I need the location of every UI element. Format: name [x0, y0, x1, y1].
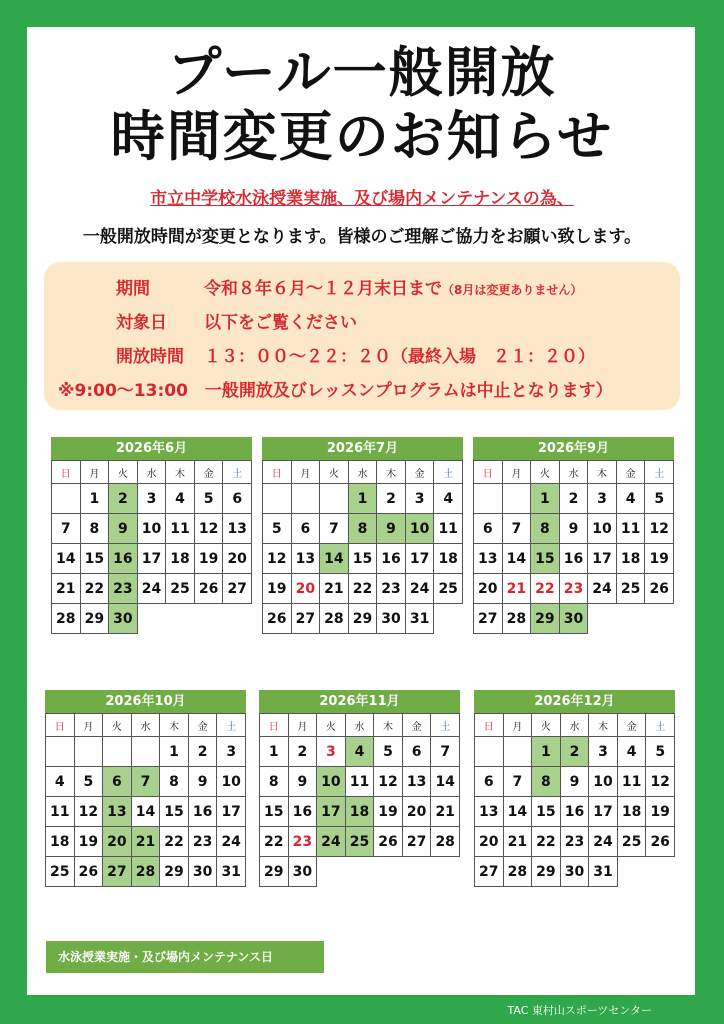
calendar-empty-cell	[46, 737, 75, 767]
calendar-day: 17	[217, 797, 246, 827]
weekday-header: 金	[188, 714, 217, 737]
calendar-day: 24	[217, 827, 246, 857]
weekday-header: 木	[589, 714, 618, 737]
calendar-day: 19	[374, 797, 403, 827]
calendar-day: 19	[194, 544, 223, 574]
calendar-day: 6	[402, 737, 431, 767]
calendar-empty-cell	[434, 604, 463, 634]
calendar-empty-cell	[74, 737, 103, 767]
info-box	[44, 262, 680, 410]
weekday-header: 月	[74, 714, 103, 737]
calendar-day: 11	[616, 514, 645, 544]
calendar-day: 28	[52, 604, 81, 634]
weekday-header: 金	[194, 461, 223, 484]
calendar-day: 29	[80, 604, 109, 634]
weekday-header: 月	[503, 714, 532, 737]
title-line-2: 時間変更のお知らせ	[110, 105, 614, 168]
weekday-header: 月	[291, 461, 320, 484]
calendar-day: 23	[560, 827, 589, 857]
calendar-day: 13	[474, 544, 503, 574]
weekday-header: 水	[137, 461, 166, 484]
calendar-day: 3	[137, 484, 166, 514]
calendar-month-title: 2026年6月	[51, 437, 252, 460]
calendar-day: 7	[52, 514, 81, 544]
calendar-day: 16	[559, 544, 588, 574]
calendar-day: 20	[103, 827, 132, 857]
weekday-header: 金	[616, 461, 645, 484]
calendar-day: 30	[288, 857, 317, 887]
calendar-empty-cell	[345, 857, 374, 887]
calendar-day: 1	[160, 737, 189, 767]
calendar-empty-cell	[431, 857, 460, 887]
calendar-day: 12	[263, 544, 292, 574]
calendar	[262, 437, 463, 634]
calendar-day: 18	[166, 544, 195, 574]
calendar-day: 27	[103, 857, 132, 887]
weekday-header: 木	[160, 714, 189, 737]
calendar-day: 10	[405, 514, 434, 544]
calendar-day: 17	[137, 544, 166, 574]
notice-reason: 市立中学校水泳授業実施、及び場内メンテナンスの為、	[150, 189, 574, 209]
calendar-month-title: 2026年9月	[473, 437, 674, 460]
calendar-day: 10	[588, 514, 617, 544]
calendar-day: 21	[503, 827, 532, 857]
weekday-header: 水	[348, 461, 377, 484]
calendar-day: 30	[377, 604, 406, 634]
calendar-day: 17	[405, 544, 434, 574]
weekday-header: 日	[260, 714, 289, 737]
calendar-day: 25	[345, 827, 374, 857]
calendar-empty-cell	[503, 737, 532, 767]
calendar-day: 23	[188, 827, 217, 857]
calendar-day: 10	[217, 767, 246, 797]
calendar-day: 12	[645, 514, 674, 544]
weekday-header: 水	[559, 461, 588, 484]
weekday-header: 月	[502, 461, 531, 484]
calendar-day: 20	[475, 827, 504, 857]
calendar-day: 20	[291, 574, 320, 604]
calendar-day: 14	[320, 544, 349, 574]
calendar-day: 20	[402, 797, 431, 827]
calendar-day: 16	[288, 797, 317, 827]
weekday-header: 土	[646, 714, 675, 737]
calendar-day: 18	[617, 797, 646, 827]
calendar-day: 26	[263, 604, 292, 634]
calendar-empty-cell	[194, 604, 223, 634]
calendar-empty-cell	[52, 484, 81, 514]
calendar-day: 29	[260, 857, 289, 887]
calendar-day: 17	[317, 797, 346, 827]
calendar-day: 18	[616, 544, 645, 574]
calendar-day: 5	[263, 514, 292, 544]
weekday-header: 日	[52, 461, 81, 484]
calendar-day: 21	[52, 574, 81, 604]
weekday-header: 火	[317, 714, 346, 737]
calendar-day: 3	[588, 484, 617, 514]
weekday-header: 日	[46, 714, 75, 737]
calendar-day: 7	[131, 767, 160, 797]
calendar-empty-cell	[616, 604, 645, 634]
calendar-day: 5	[645, 484, 674, 514]
calendar-day: 23	[377, 574, 406, 604]
calendar-day: 8	[80, 514, 109, 544]
calendar-day: 28	[131, 857, 160, 887]
calendar-day: 7	[431, 737, 460, 767]
calendar-day: 25	[46, 857, 75, 887]
calendar-day: 11	[166, 514, 195, 544]
weekday-header: 土	[431, 714, 460, 737]
calendar-day: 25	[616, 574, 645, 604]
calendar-day: 9	[288, 767, 317, 797]
calendar-day: 20	[223, 544, 252, 574]
calendar-empty-cell	[263, 484, 292, 514]
calendar-day: 17	[589, 797, 618, 827]
weekday-header: 火	[109, 461, 138, 484]
calendar-day: 4	[434, 484, 463, 514]
weekday-header: 日	[475, 714, 504, 737]
calendar-day: 2	[288, 737, 317, 767]
calendar-day: 15	[260, 797, 289, 827]
weekday-header: 土	[223, 461, 252, 484]
calendar-day: 31	[589, 857, 618, 887]
calendar-day: 12	[374, 767, 403, 797]
calendar-day: 27	[402, 827, 431, 857]
calendar-empty-cell	[588, 604, 617, 634]
calendar-day: 27	[474, 604, 503, 634]
calendar	[45, 690, 246, 887]
calendar-day: 4	[166, 484, 195, 514]
calendar-day: 24	[588, 574, 617, 604]
hours-value: １３：００～２２：２０（最終入場 ２１：２０）	[204, 347, 595, 367]
calendar-day: 23	[559, 574, 588, 604]
target-label: 対象日	[116, 313, 167, 333]
calendar-day: 23	[288, 827, 317, 857]
weekday-header: 木	[588, 461, 617, 484]
calendar-day: 19	[646, 797, 675, 827]
calendar-day: 18	[46, 827, 75, 857]
calendar-day: 27	[223, 574, 252, 604]
calendar-day: 6	[475, 767, 504, 797]
calendar-day: 15	[160, 797, 189, 827]
calendar-day: 8	[348, 514, 377, 544]
calendar-day: 22	[531, 574, 560, 604]
calendar-day: 29	[532, 857, 561, 887]
calendar-empty-cell	[166, 604, 195, 634]
calendar-empty-cell	[291, 484, 320, 514]
calendar-day: 1	[532, 737, 561, 767]
weekday-header: 土	[217, 714, 246, 737]
calendar-day: 26	[646, 827, 675, 857]
calendar-day: 11	[434, 514, 463, 544]
calendar-day: 6	[103, 767, 132, 797]
calendar-day: 29	[531, 604, 560, 634]
calendar-day: 8	[531, 514, 560, 544]
weekday-header: 金	[617, 714, 646, 737]
calendar-day: 28	[502, 604, 531, 634]
calendar-day: 3	[317, 737, 346, 767]
calendar-day: 5	[374, 737, 403, 767]
calendar-day: 6	[223, 484, 252, 514]
calendar-day: 21	[131, 827, 160, 857]
weekday-header: 水	[345, 714, 374, 737]
weekday-header: 金	[405, 461, 434, 484]
weekday-header: 木	[377, 461, 406, 484]
calendar-day: 22	[532, 827, 561, 857]
calendar-day: 14	[131, 797, 160, 827]
calendar-day: 19	[74, 827, 103, 857]
calendar-day: 17	[588, 544, 617, 574]
calendar-day: 13	[402, 767, 431, 797]
calendar-day: 9	[377, 514, 406, 544]
calendar-day: 19	[263, 574, 292, 604]
calendar-day: 3	[589, 737, 618, 767]
calendar	[259, 690, 460, 887]
weekday-header: 水	[560, 714, 589, 737]
calendar-day: 8	[532, 767, 561, 797]
calendar-day: 13	[291, 544, 320, 574]
calendar-day: 10	[589, 767, 618, 797]
weekday-header: 火	[531, 461, 560, 484]
calendar-day: 29	[348, 604, 377, 634]
weekday-header: 火	[532, 714, 561, 737]
calendar-day: 2	[560, 737, 589, 767]
calendar-day: 3	[405, 484, 434, 514]
weekday-header: 日	[263, 461, 292, 484]
calendar-month-title: 2026年12月	[474, 690, 675, 713]
weekday-header: 月	[288, 714, 317, 737]
calendar-day: 24	[317, 827, 346, 857]
calendar-day: 9	[560, 767, 589, 797]
calendar-day: 13	[103, 797, 132, 827]
calendar-day: 21	[431, 797, 460, 827]
weekday-header: 土	[434, 461, 463, 484]
calendar-day: 23	[109, 574, 138, 604]
calendar-empty-cell	[320, 484, 349, 514]
calendar-empty-cell	[137, 604, 166, 634]
calendar-day: 27	[291, 604, 320, 634]
calendar-empty-cell	[475, 737, 504, 767]
calendar-day: 14	[502, 544, 531, 574]
calendar-day: 2	[377, 484, 406, 514]
calendar-day: 2	[109, 484, 138, 514]
hours-label: 開放時間	[116, 347, 184, 367]
calendar-day: 9	[559, 514, 588, 544]
calendar-day: 21	[502, 574, 531, 604]
calendar-day: 22	[348, 574, 377, 604]
calendar-day: 3	[217, 737, 246, 767]
calendar-day: 11	[617, 767, 646, 797]
calendar-empty-cell	[131, 737, 160, 767]
weekday-header: 木	[166, 461, 195, 484]
calendar-day: 12	[194, 514, 223, 544]
calendar-day: 20	[474, 574, 503, 604]
calendar-day: 30	[560, 857, 589, 887]
calendar-day: 14	[431, 767, 460, 797]
calendar-day: 22	[260, 827, 289, 857]
calendar	[474, 690, 675, 887]
calendar-empty-cell	[374, 857, 403, 887]
period-note: （8月は変更ありません）	[442, 283, 583, 297]
calendar-empty-cell	[402, 857, 431, 887]
calendar-day: 15	[348, 544, 377, 574]
calendar-day: 4	[616, 484, 645, 514]
calendar	[473, 437, 674, 634]
target-value: 以下をご覧ください	[204, 313, 357, 333]
calendar-day: 2	[559, 484, 588, 514]
calendar-day: 7	[503, 767, 532, 797]
calendar-day: 15	[532, 797, 561, 827]
calendar-day: 27	[475, 857, 504, 887]
calendar-day: 28	[431, 827, 460, 857]
legend: 水泳授業実施・及び場内メンテナンス日	[46, 941, 324, 973]
weekday-header: 火	[320, 461, 349, 484]
weekday-header: 土	[645, 461, 674, 484]
period-label: 期間	[116, 279, 150, 299]
calendar-month-title: 2026年10月	[45, 690, 246, 713]
calendar-day: 5	[646, 737, 675, 767]
calendar-day: 26	[194, 574, 223, 604]
calendar-day: 7	[502, 514, 531, 544]
calendar-day: 30	[188, 857, 217, 887]
calendar-day: 19	[645, 544, 674, 574]
calendar-day: 31	[405, 604, 434, 634]
calendar-day: 1	[348, 484, 377, 514]
calendar-day: 28	[503, 857, 532, 887]
calendar-day: 4	[46, 767, 75, 797]
calendar-day: 16	[109, 544, 138, 574]
calendar-day: 18	[345, 797, 374, 827]
calendar-day: 24	[137, 574, 166, 604]
weekday-header: 月	[80, 461, 109, 484]
calendar-day: 29	[160, 857, 189, 887]
calendar-day: 30	[109, 604, 138, 634]
calendar-day: 8	[160, 767, 189, 797]
calendar	[51, 437, 252, 634]
weekday-header: 木	[374, 714, 403, 737]
calendar-day: 28	[320, 604, 349, 634]
calendar-day: 10	[317, 767, 346, 797]
period-value: 令和８年６月～１２月末日まで（8月は変更ありません）	[204, 279, 583, 299]
calendar-day: 1	[80, 484, 109, 514]
calendar-day: 15	[531, 544, 560, 574]
calendar-day: 7	[320, 514, 349, 544]
calendar-day: 4	[617, 737, 646, 767]
calendar-day: 14	[52, 544, 81, 574]
calendar-day: 4	[345, 737, 374, 767]
calendar-day: 10	[137, 514, 166, 544]
calendar-day: 6	[291, 514, 320, 544]
calendar-empty-cell	[646, 857, 675, 887]
calendar-day: 24	[589, 827, 618, 857]
weekday-header: 水	[131, 714, 160, 737]
calendar-day: 16	[560, 797, 589, 827]
calendar-day: 25	[166, 574, 195, 604]
calendar-day: 11	[345, 767, 374, 797]
calendar-empty-cell	[474, 484, 503, 514]
calendar-month-title: 2026年11月	[259, 690, 460, 713]
calendar-day: 2	[188, 737, 217, 767]
calendar-day: 13	[223, 514, 252, 544]
calendar-day: 24	[405, 574, 434, 604]
calendar-empty-cell	[617, 857, 646, 887]
calendar-day: 31	[217, 857, 246, 887]
calendar-day: 21	[320, 574, 349, 604]
calendar-day: 16	[188, 797, 217, 827]
calendar-day: 11	[46, 797, 75, 827]
calendar-empty-cell	[645, 604, 674, 634]
calendar-day: 26	[645, 574, 674, 604]
weekday-header: 火	[103, 714, 132, 737]
weekday-header: 金	[402, 714, 431, 737]
calendar-day: 5	[74, 767, 103, 797]
calendar-day: 1	[260, 737, 289, 767]
calendar-day: 14	[503, 797, 532, 827]
calendar-day: 26	[374, 827, 403, 857]
calendar-day: 12	[74, 797, 103, 827]
calendar-day: 25	[617, 827, 646, 857]
weekday-header: 日	[474, 461, 503, 484]
calendar-day: 6	[474, 514, 503, 544]
calendar-day: 16	[377, 544, 406, 574]
title-line-1: プール一般開放	[167, 41, 557, 104]
calendar-day: 26	[74, 857, 103, 887]
calendar-day: 12	[646, 767, 675, 797]
calendar-day: 9	[188, 767, 217, 797]
calendar-day: 18	[434, 544, 463, 574]
calendar-empty-cell	[502, 484, 531, 514]
calendar-month-title: 2026年7月	[262, 437, 463, 460]
calendar-empty-cell	[103, 737, 132, 767]
calendar-day: 30	[559, 604, 588, 634]
calendar-day: 1	[531, 484, 560, 514]
calendar-day: 22	[160, 827, 189, 857]
footer-organization: TAC 東村山スポーツセンター	[507, 1004, 652, 1017]
calendar-day: 5	[194, 484, 223, 514]
calendar-day: 25	[434, 574, 463, 604]
notice-message: 一般開放時間が変更となります。皆様のご理解ご協力をお願い致します。	[82, 227, 642, 247]
calendar-empty-cell	[317, 857, 346, 887]
calendar-day: 8	[260, 767, 289, 797]
calendar-day: 15	[80, 544, 109, 574]
calendar-day: 9	[109, 514, 138, 544]
calendar-empty-cell	[223, 604, 252, 634]
suspension-note: ※9:00～13:00 一般開放及びレッスンプログラムは中止となります）	[58, 381, 613, 401]
calendar-day: 13	[475, 797, 504, 827]
calendar-day: 22	[80, 574, 109, 604]
